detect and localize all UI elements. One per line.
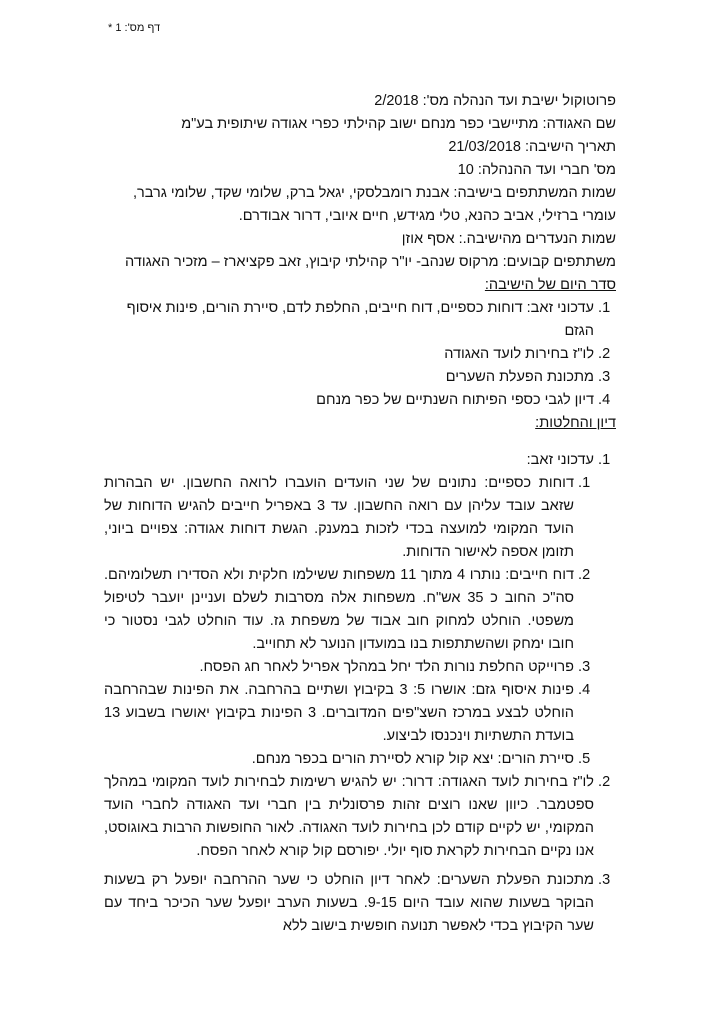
discussion-sublist (104, 472, 594, 771)
agenda-item: 3. מתכונת הפעלת השערים (104, 366, 594, 389)
discussion-subitem: 2. דוח חייבים: נותרו 4 מתוך 11 משפחות ששילמו חלקית ולא הסדירו תשלומיהם. סה"כ החוב כ 35 אש"ח. משפחות אלה מסרבות לשלם ועניינן יועבר לטיפול משפטי. הוחלט למחוק חוב אבוד של משפחת גז. עוד הוחלט לגבי נסטור כי חובו ימחק ושהשתתפות בנו במועדון הנוער לא תחוייב. (104, 564, 574, 656)
agenda-item: 1. עדכוני זאב: דוחות כספיים, דוח חייבים, החלפת לדם, סיירת הורים, פינות איסוף הגזם (104, 297, 594, 343)
discussion-title: דיון והחלטות: (535, 415, 616, 431)
discussion-item: 2. לו"ז בחירות לועד האגודה: דרור: יש להגיש רשימות לבחירות לועד המקומי במהלך ספטמבר. כיוון שאנו רוצים זהות פרסונלית בין חברי ועד האגודה לחברי הועד המקומי, יש לקיים קודם לכן בחירות לועד האגודה. לאור החופשות הרבות באוגוסט, אנו נקיים הבחירות לקראת סוף יולי. יפורסם קול קורא לאחר הפסח. (104, 771, 594, 863)
discussion-subitem: 4. פינות איסוף גזם: אושרו 5: 3 בקיבוץ ושתיים בהרחבה. את הפינות שבהרחבה הוחלט לבצע במרכז השצ"פים המדוברים. 3 הפינות בקיבוץ יאושרו בשבוע 13 בועדת התשתיות וינכנסו לביצוע. (104, 679, 574, 748)
permanent-participants: משתתפים קבועים: מרקוס שנהב- יו"ר קהילתי קיבוץ, זאב פקציארז – מזכיר האגודה (125, 254, 616, 270)
page-number-label: דף מס': 1 * (108, 22, 161, 34)
discussion-subitem: 1. דוחות כספיים: נתונים של שני הועדים הועברו לרואה החשבון. יש הבהרות שזאב עובד עליהן עם רואה החשבון. עד 3 באפריל חייבים להגיש הדוחות של הועד המקומי למועצה בכדי לזכות במענק. הגשת דוחות אגודה: צפויים ביוני, תזומן אספה לאישור הדוחות. (104, 472, 574, 564)
discussion-subitem: 5. סיירת הורים: יצא קול קורא לסיירת הורים בכפר מנחם. (104, 748, 574, 771)
agenda-title: סדר היום של הישיבה: (484, 277, 616, 293)
discussion-item (104, 449, 594, 771)
discussion-subitem: 3. פרוייקט החלפת נורות הלד יחל במהלך אפריל לאחר חג הפסח. (104, 656, 574, 679)
discussion-item: 3. מתכונת הפעלת השערים: לאחר דיון הוחלט כי שער ההרחבה יופעל רק בשעות הבוקר בשעות שהוא עובד היום 9-15. בשעות הערב יופעל שער הכיכר ביחד עם שער הקיבוץ בכדי לאפשר תנועה חופשית בישוב ללא (104, 869, 594, 938)
protocol-title: פרוטוקול ישיבת ועד הנהלה מס': 2/2018 (374, 93, 616, 109)
meeting-date: תאריך הישיבה: 21/03/2018 (448, 139, 616, 155)
agenda-list (104, 297, 616, 412)
agenda-item: 2. לו"ז בחירות לועד האגודה (104, 343, 594, 366)
agenda-item: 4. דיון לגבי כספי הפיתוח השנתיים של כפר מנחם (104, 389, 594, 412)
discussion-list (104, 449, 616, 938)
member-count: מס' חברי ועד ההנהלה: 10 (457, 162, 616, 178)
association-name: שם האגודה: מתיישבי כפר מנחם ישוב קהילתי כפרי אגודה שיתופית בע"מ (181, 116, 616, 132)
participants: שמות המשתתפים בישיבה: אבנת רומבלסקי, יגאל ברק, שלומי שקד, שלומי גרבר, עומרי ברזילי, אביב כהנא, טלי מגידש, חיים איובי, דרור אבודרם. (132, 185, 616, 224)
absentees: שמות הנעדרים מהישיבה.: אסף אוזן (401, 231, 616, 247)
discussion-item-text: עדכוני זאב: (526, 452, 594, 468)
protocol-document (104, 90, 616, 938)
